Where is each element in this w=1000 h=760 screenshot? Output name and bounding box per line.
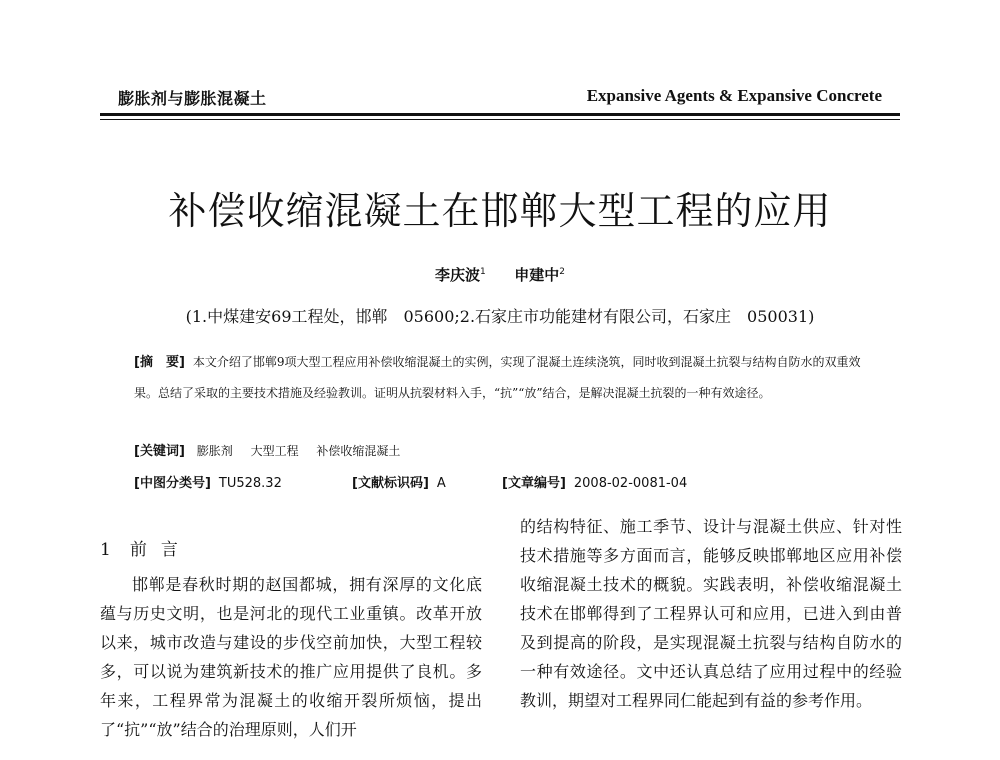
- author-list: [0, 264, 1000, 285]
- body-column-right: [520, 512, 902, 715]
- section-heading: [100, 535, 192, 560]
- running-header-right: Expansive Agents & Expansive Concrete: [586, 86, 882, 105]
- running-header-left: 膨胀剂与膨胀混凝土: [118, 89, 267, 108]
- body-paragraph: 邯郸是春秋时期的赵国都城，拥有深厚的文化底蕴与历史文明，也是河北的现代工业重镇。改革开放以来，城市改造与建设的步伐空前加快，大型工程较多，可以说为建筑新技术的推广应用提供了良机。多年来，工程界常为混凝土的收缩开裂所烦恼，提出了“抗”“放”结合的治理原则，人们开: [100, 575, 482, 739]
- classification-line: [134, 472, 687, 491]
- affiliation: (1.中煤建安69工程处，邯郸 05600;2.石家庄市功能建材有限公司，石家庄 050031): [185, 307, 815, 326]
- article-title: 补偿收缩混凝土在邯郸大型工程的应用: [168, 189, 832, 233]
- abstract: [134, 347, 874, 408]
- keyword: 补偿收缩混凝土: [316, 444, 401, 458]
- keywords: [134, 440, 414, 459]
- keyword: 膨胀剂: [196, 444, 233, 458]
- author-name: 李庆波: [435, 266, 481, 284]
- section-number: 1: [100, 540, 112, 560]
- clc-value: TU528.32: [218, 476, 282, 491]
- author-affil-marker: 1: [480, 267, 486, 277]
- keyword: 大型工程: [250, 444, 299, 458]
- author-name: 申建中: [514, 266, 560, 284]
- article-number-label: [文章编号]: [502, 476, 566, 491]
- doc-code-value: A: [436, 476, 446, 491]
- header-rule-thick: [100, 113, 900, 116]
- author-affil-marker: 2: [559, 267, 565, 277]
- keywords-label: [关键词]: [134, 444, 185, 459]
- body-column-left: [100, 570, 482, 744]
- article-number-value: 2008-02-0081-04: [573, 476, 688, 491]
- body-paragraph: 的结构特征、施工季节、设计与混凝土供应、针对性技术措施等多方面而言，能够反映邯郸地区应用补偿收缩混凝土技术的概貌。实践表明，补偿收缩混凝土技术在邯郸得到了工程界认可和应用，已进入到由普及到提高的阶段，是实现混凝土抗裂与结构自防水的一种有效途径。文中还认真总结了应用过程中的经验教训，期望对工程界同仁能起到有益的参考作用。: [520, 517, 902, 710]
- clc-label: [中图分类号]: [134, 476, 211, 491]
- abstract-label: [摘 要]: [134, 355, 185, 370]
- header-rule-thin: [100, 119, 900, 120]
- doc-code-label: [文献标识码]: [352, 476, 429, 491]
- abstract-text: 本文介绍了邯郸9项大型工程应用补偿收缩混凝土的实例，实现了混凝土连续浇筑，同时收到混凝土抗裂与结构自防水的双重效果。总结了采取的主要技术措施及经验教训。证明从抗裂材料入手，“抗”“放”结合，是解决混凝土抗裂的一种有效途径。: [134, 355, 861, 400]
- section-title: 前言: [129, 540, 192, 560]
